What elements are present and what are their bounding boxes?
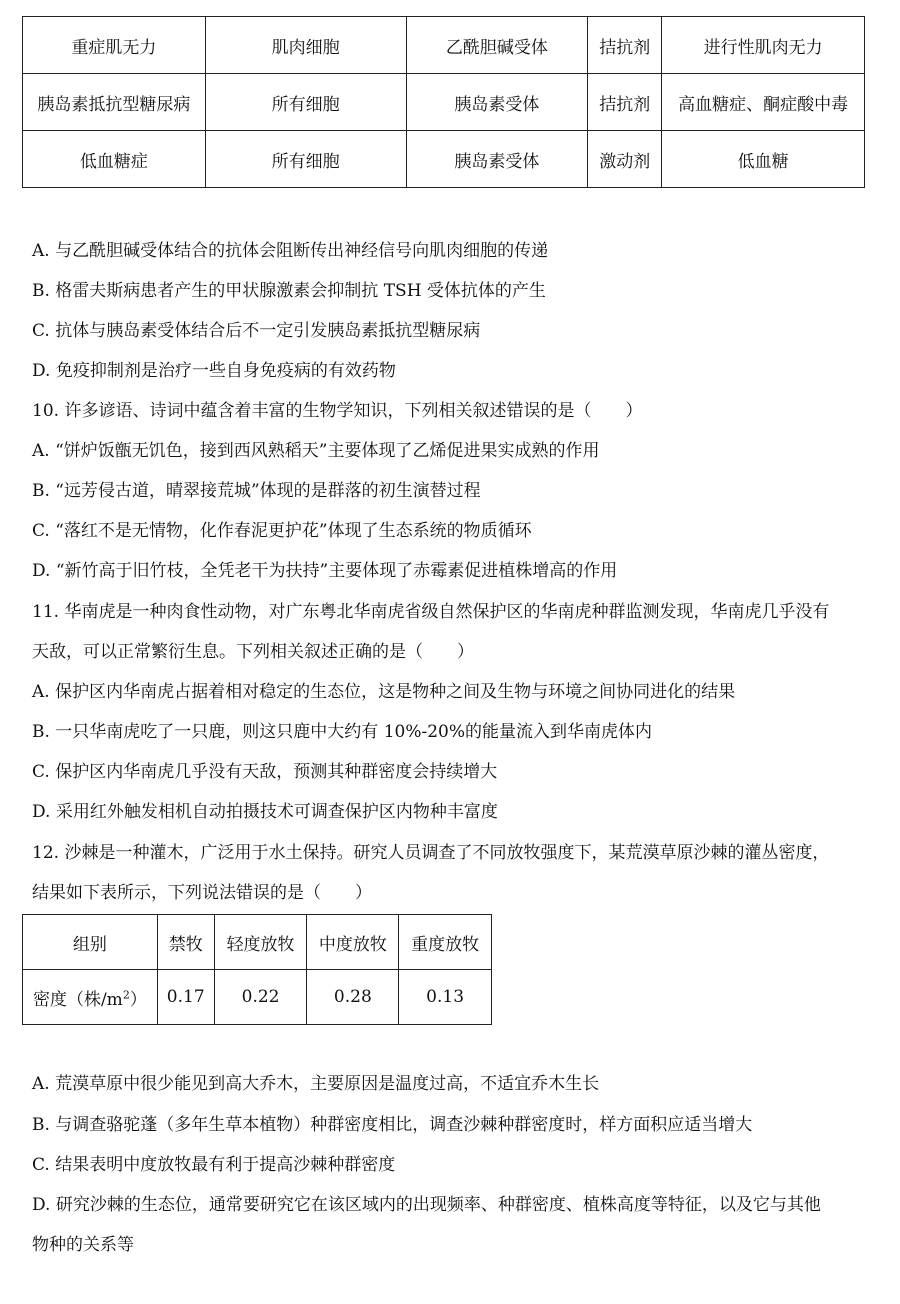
q11-option-a: A. 保护区内华南虎占据着相对稳定的生态位，这是物种之间及生物与环境之间协同进化的结果 [32, 682, 736, 702]
q9-option-b: B. 格雷夫斯病患者产生的甲状腺激素会抑制抗 TSH 受体抗体的产生 [32, 281, 546, 301]
table-cell: 拮抗剂 [588, 17, 662, 74]
q12-stem-line1: 12. 沙棘是一种灌木，广泛用于水土保持。研究人员调查了不同放牧强度下，某荒漠草原沙棘的灌丛密度， [32, 843, 830, 863]
q10-option-b: B. “远芳侵古道，晴翠接荒城”体现的是群落的初生演替过程 [32, 481, 481, 501]
table-cell: 激动剂 [588, 131, 662, 188]
table-header-cell: 禁牧 [157, 915, 214, 970]
table-cell: 低血糖症 [23, 131, 206, 188]
table-cell: 高血糖症、酮症酸中毒 [662, 74, 865, 131]
table-cell: 胰岛素受体 [406, 131, 588, 188]
table-row [23, 970, 492, 1025]
q9-option-c: C. 抗体与胰岛素受体结合后不一定引发胰岛素抵抗型糖尿病 [32, 321, 481, 341]
q9-option-d: D. 免疫抑制剂是治疗一些自身免疫病的有效药物 [32, 361, 396, 381]
density-label-superscript: 2 [122, 987, 130, 1001]
q11-option-b: B. 一只华南虎吃了一只鹿，则这只鹿中大约有 10%-20%的能量流入到华南虎体内 [32, 722, 653, 742]
table-cell: 肌肉细胞 [205, 17, 406, 74]
disease-table [22, 16, 865, 188]
q10-option-c: C. “落红不是无情物，化作春泥更护花”体现了生态系统的物质循环 [32, 521, 532, 541]
q11-stem-line2: 天敌，可以正常繁衍生息。下列相关叙述正确的是（ ） [32, 642, 474, 662]
q12-option-b: B. 与调查骆驼蓬（多年生草本植物）种群密度相比，调查沙棘种群密度时，样方面积应适当增大 [32, 1115, 753, 1135]
table-cell: 重症肌无力 [23, 17, 206, 74]
density-label-close: ） [129, 989, 147, 1010]
q11-option-c: C. 保护区内华南虎几乎没有天敌，预测其种群密度会持续增大 [32, 762, 498, 782]
table-cell: 乙酰胆碱受体 [406, 17, 588, 74]
table-cell: 0.17 [157, 970, 214, 1025]
table-header-cell: 重度放牧 [399, 915, 492, 970]
table-cell: 0.13 [399, 970, 492, 1025]
q12-option-c: C. 结果表明中度放牧最有利于提高沙棘种群密度 [32, 1155, 396, 1175]
density-row-label [23, 970, 158, 1025]
table-cell: 拮抗剂 [588, 74, 662, 131]
q10-stem: 10. 许多谚语、诗词中蕴含着丰富的生物学知识，下列相关叙述错误的是（ ） [32, 401, 643, 421]
table-row [23, 131, 865, 188]
q9-option-a: A. 与乙酰胆碱受体结合的抗体会阻断传出神经信号向肌肉细胞的传递 [32, 241, 549, 261]
table-cell: 0.22 [214, 970, 307, 1025]
q12-stem-line2: 结果如下表所示，下列说法错误的是（ ） [32, 883, 372, 903]
table-cell: 低血糖 [662, 131, 865, 188]
table-row [23, 17, 865, 74]
table-cell: 0.28 [307, 970, 399, 1025]
table-row [23, 74, 865, 131]
table-header-row [23, 915, 492, 970]
q10-option-d: D. “新竹高于旧竹枝，全凭老干为扶持”主要体现了赤霉素促进植株增高的作用 [32, 561, 618, 581]
table-cell: 胰岛素抵抗型糖尿病 [23, 74, 206, 131]
q12-option-a: A. 荒漠草原中很少能见到高大乔木，主要原因是温度过高，不适宜乔木生长 [32, 1074, 600, 1094]
table-header-cell: 轻度放牧 [214, 915, 307, 970]
table-cell: 进行性肌肉无力 [662, 17, 865, 74]
q10-option-a: A. “饼炉饭甑无饥色，接到西风熟稻天”主要体现了乙烯促进果实成熟的作用 [32, 441, 600, 461]
table-header-cell: 组别 [23, 915, 158, 970]
q11-stem-line1: 11. 华南虎是一种肉食性动物，对广东粤北华南虎省级自然保护区的华南虎种群监测发现，华南虎几乎没有 [32, 602, 830, 622]
table-header-cell: 中度放牧 [307, 915, 399, 970]
density-label-text: 密度（株/m [32, 989, 123, 1010]
table-cell: 所有细胞 [205, 74, 406, 131]
q11-option-d: D. 采用红外触发相机自动拍摄技术可调查保护区内物种丰富度 [32, 802, 498, 822]
density-table [22, 914, 492, 1025]
q12-option-d: D. 研究沙棘的生态位，通常要研究它在该区域内的出现频率、种群密度、植株高度等特征，以及它与其他 [32, 1195, 821, 1215]
table-cell: 所有细胞 [205, 131, 406, 188]
table-cell: 胰岛素受体 [406, 74, 588, 131]
q12-option-d-continued: 物种的关系等 [32, 1235, 134, 1255]
